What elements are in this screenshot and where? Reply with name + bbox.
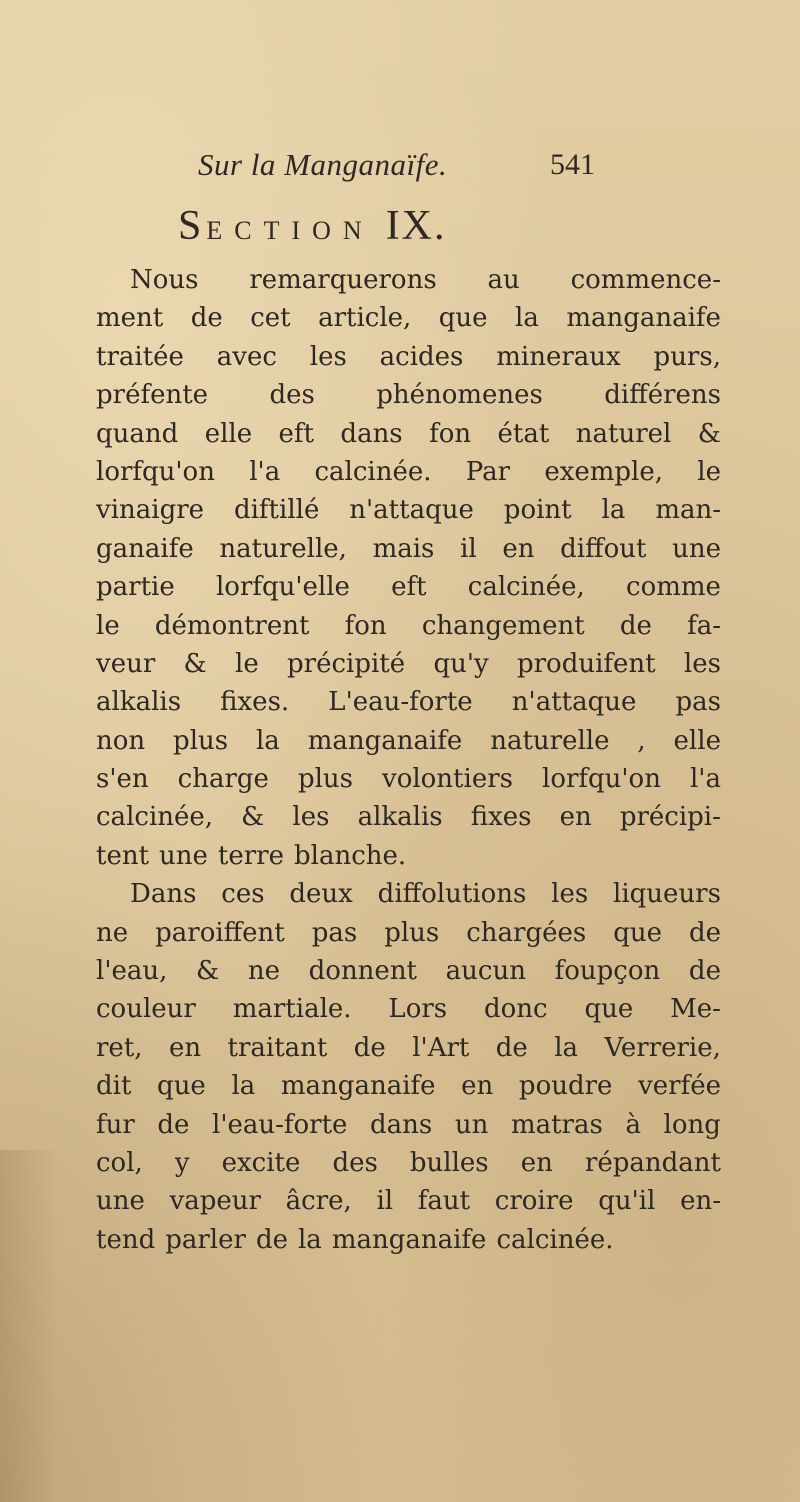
word: Verrerie, <box>604 1032 721 1063</box>
word: calcinée. <box>314 456 432 487</box>
word: naturelle <box>490 725 610 756</box>
page-shadow <box>0 1150 60 1502</box>
word: que <box>584 994 634 1025</box>
word: diffolutions <box>377 879 527 910</box>
word: deux <box>289 879 353 910</box>
word: diffout <box>560 533 647 564</box>
section-number: IX. <box>385 203 447 249</box>
page-number: 541 <box>550 148 595 181</box>
text-line <box>96 338 721 376</box>
word: âcre, <box>285 1186 352 1217</box>
text-line <box>96 1106 721 1144</box>
word: acides <box>379 341 464 372</box>
word: tend <box>96 1224 156 1255</box>
word: eft <box>278 418 314 449</box>
word: alkalis <box>357 802 443 833</box>
word: le <box>697 456 721 487</box>
word: en <box>502 533 535 564</box>
word: la <box>297 1224 322 1255</box>
running-title: Sur la Manganaïfe. <box>198 147 448 182</box>
word: fa- <box>687 610 721 641</box>
word: article, <box>318 303 412 334</box>
word: point <box>503 495 572 526</box>
running-head <box>198 142 638 188</box>
word: y <box>174 1147 190 1178</box>
word: aucun <box>445 956 526 987</box>
word: & <box>697 418 721 449</box>
word: les <box>292 802 330 833</box>
word: pas <box>311 917 358 948</box>
word: calcinée. <box>496 1224 614 1255</box>
word: il <box>460 533 477 564</box>
text-line <box>96 376 721 414</box>
text-line <box>96 299 721 337</box>
word: couleur <box>96 994 196 1025</box>
word: ne <box>96 917 129 948</box>
text-line <box>96 1221 721 1259</box>
word: l'eau, <box>96 956 168 987</box>
text-line <box>96 952 721 990</box>
word: les <box>551 879 589 910</box>
word: eft <box>391 572 427 603</box>
word: état <box>497 418 550 449</box>
word: la <box>601 495 626 526</box>
word: diftillé <box>233 495 320 526</box>
word: mais <box>372 533 435 564</box>
word: de <box>495 1032 528 1063</box>
word: n'attaque <box>511 687 637 718</box>
word: charge <box>177 764 269 795</box>
word: manganaife <box>331 1224 487 1255</box>
word: il <box>376 1186 394 1217</box>
word: chargées <box>466 917 587 948</box>
word: paroiffent <box>155 917 285 948</box>
word: ret, <box>96 1032 143 1063</box>
word: répandant <box>584 1147 721 1178</box>
word: & <box>183 648 207 679</box>
word: précipi- <box>619 802 721 833</box>
word: dit <box>96 1071 132 1102</box>
word: donc <box>484 994 548 1025</box>
text-line <box>96 1182 721 1220</box>
word: comme <box>626 572 721 603</box>
word: Lors <box>388 994 448 1025</box>
word: les <box>309 341 347 372</box>
word: , <box>637 725 646 756</box>
word: précipité <box>287 648 406 679</box>
word: fur <box>96 1109 135 1140</box>
word: de <box>688 917 721 948</box>
word: l'a <box>249 456 281 487</box>
word: Nous <box>130 265 199 295</box>
text-line <box>96 568 721 606</box>
section-heading-initial: S <box>178 203 203 249</box>
word: de <box>619 610 652 641</box>
word: la <box>554 1032 579 1063</box>
word: liqueurs <box>613 879 721 910</box>
word: & <box>196 956 220 987</box>
word: foupçon <box>554 956 661 987</box>
word: préfente <box>96 380 209 411</box>
word: lorfqu'on <box>542 764 661 795</box>
text-line <box>96 875 721 913</box>
word: traitant <box>227 1032 328 1063</box>
word: croire <box>494 1186 574 1217</box>
word: plus <box>384 917 440 948</box>
word: la <box>231 1071 256 1102</box>
word: changement <box>421 610 585 641</box>
word: plus <box>173 725 229 756</box>
word: parler <box>165 1224 246 1255</box>
word: volontiers <box>382 764 513 795</box>
section-heading-word: ECTION <box>206 216 374 245</box>
word: dans <box>370 1109 433 1140</box>
text-line <box>96 453 721 491</box>
text-line <box>96 1067 721 1105</box>
text-line <box>96 990 721 1028</box>
word: excite <box>221 1147 301 1178</box>
text-line <box>96 722 721 760</box>
word: man- <box>655 495 721 526</box>
word: à <box>625 1109 641 1140</box>
word: calcinée, <box>96 802 214 833</box>
word: n'attaque <box>349 495 474 526</box>
word: phénomenes <box>376 380 543 411</box>
word: purs, <box>653 341 721 372</box>
word: long <box>663 1109 721 1140</box>
word: bulles <box>409 1147 489 1178</box>
word: partie <box>96 572 175 603</box>
word: fon <box>429 418 472 449</box>
text-line <box>96 645 721 683</box>
word: poudre <box>518 1071 613 1102</box>
word: ces <box>221 879 265 910</box>
word: produifent <box>516 648 656 679</box>
word: de <box>190 303 223 334</box>
word: de <box>353 1032 386 1063</box>
text-line <box>96 261 721 299</box>
word: elle <box>204 418 253 449</box>
word: des <box>269 380 315 411</box>
text-line <box>96 683 721 721</box>
word: alkalis <box>96 687 182 718</box>
word: manganaife <box>307 725 463 756</box>
word: que <box>157 1071 206 1102</box>
word: qu'il <box>598 1186 656 1217</box>
word: L'eau-forte <box>328 687 473 718</box>
word: lorfqu'elle <box>215 572 350 603</box>
word: pas <box>675 687 721 718</box>
section-heading <box>178 198 447 254</box>
word: plus <box>297 764 353 795</box>
word: en <box>168 1032 202 1063</box>
text-line <box>96 607 721 645</box>
word: manganaife <box>280 1071 436 1102</box>
word: veur <box>96 648 156 679</box>
word: martiale. <box>232 994 352 1025</box>
word: Par <box>465 456 511 487</box>
word: différens <box>604 380 721 411</box>
word: en <box>559 802 592 833</box>
word: de <box>157 1109 190 1140</box>
word: Dans <box>130 879 197 910</box>
word: la <box>515 303 539 334</box>
word: blanche. <box>294 840 407 871</box>
word: de <box>255 1224 288 1255</box>
text-line <box>96 530 721 568</box>
word: remarquerons <box>249 265 437 295</box>
word: le <box>96 610 120 641</box>
word: exemple, <box>544 456 664 487</box>
text-line <box>96 760 721 798</box>
word: elle <box>673 725 721 756</box>
word: manganaife <box>566 303 721 334</box>
word: fon <box>344 610 387 641</box>
word: ne <box>247 956 280 987</box>
word: faut <box>417 1186 471 1217</box>
word: l'Art <box>412 1032 470 1063</box>
text-line <box>96 798 721 836</box>
word: que <box>438 303 488 334</box>
word: non <box>96 725 146 756</box>
word: Me- <box>670 994 721 1025</box>
text-line <box>96 415 721 453</box>
word: les <box>683 648 721 679</box>
text-line <box>96 491 721 529</box>
word: & <box>241 802 265 833</box>
word: des <box>332 1147 378 1178</box>
text-line <box>96 1144 721 1182</box>
word: l'eau-forte <box>212 1109 348 1140</box>
word: calcinée, <box>467 572 585 603</box>
word: naturel <box>575 418 672 449</box>
word: en- <box>680 1186 721 1217</box>
word: au <box>487 265 520 295</box>
body-text <box>96 261 721 1259</box>
word: vapeur <box>169 1186 261 1217</box>
word: une <box>159 840 208 871</box>
word: matras <box>510 1109 603 1140</box>
word: le <box>235 648 259 679</box>
word: qu'y <box>433 648 489 679</box>
word: col, <box>96 1147 143 1178</box>
word: cet <box>250 303 291 334</box>
word: en <box>520 1147 553 1178</box>
word: lorfqu'on <box>96 456 215 487</box>
word: traitée <box>96 341 184 372</box>
word: tent <box>96 840 150 871</box>
word: avec <box>216 341 277 372</box>
word: un <box>454 1109 489 1140</box>
word: verfée <box>638 1071 721 1102</box>
word: une <box>96 1186 145 1217</box>
word: fixes. <box>220 687 290 718</box>
text-line <box>96 1029 721 1067</box>
word: démontrent <box>154 610 310 641</box>
word: la <box>255 725 280 756</box>
word: vinaigre <box>96 495 205 526</box>
word: s'en <box>96 764 149 795</box>
text-line <box>96 914 721 952</box>
word: l'a <box>689 764 721 795</box>
word: quand <box>96 418 179 449</box>
word: naturelle, <box>219 533 347 564</box>
word: une <box>672 533 721 564</box>
word: que <box>613 917 662 948</box>
word: dans <box>340 418 403 449</box>
word: terre <box>217 840 285 871</box>
word: de <box>688 956 721 987</box>
text-line <box>96 837 721 875</box>
word: fixes <box>470 802 532 833</box>
word: en <box>461 1071 494 1102</box>
word: ment <box>96 303 164 334</box>
word: mineraux <box>496 341 621 372</box>
word: donnent <box>308 956 418 987</box>
word: ganaife <box>96 533 194 564</box>
word: commence- <box>570 265 721 295</box>
